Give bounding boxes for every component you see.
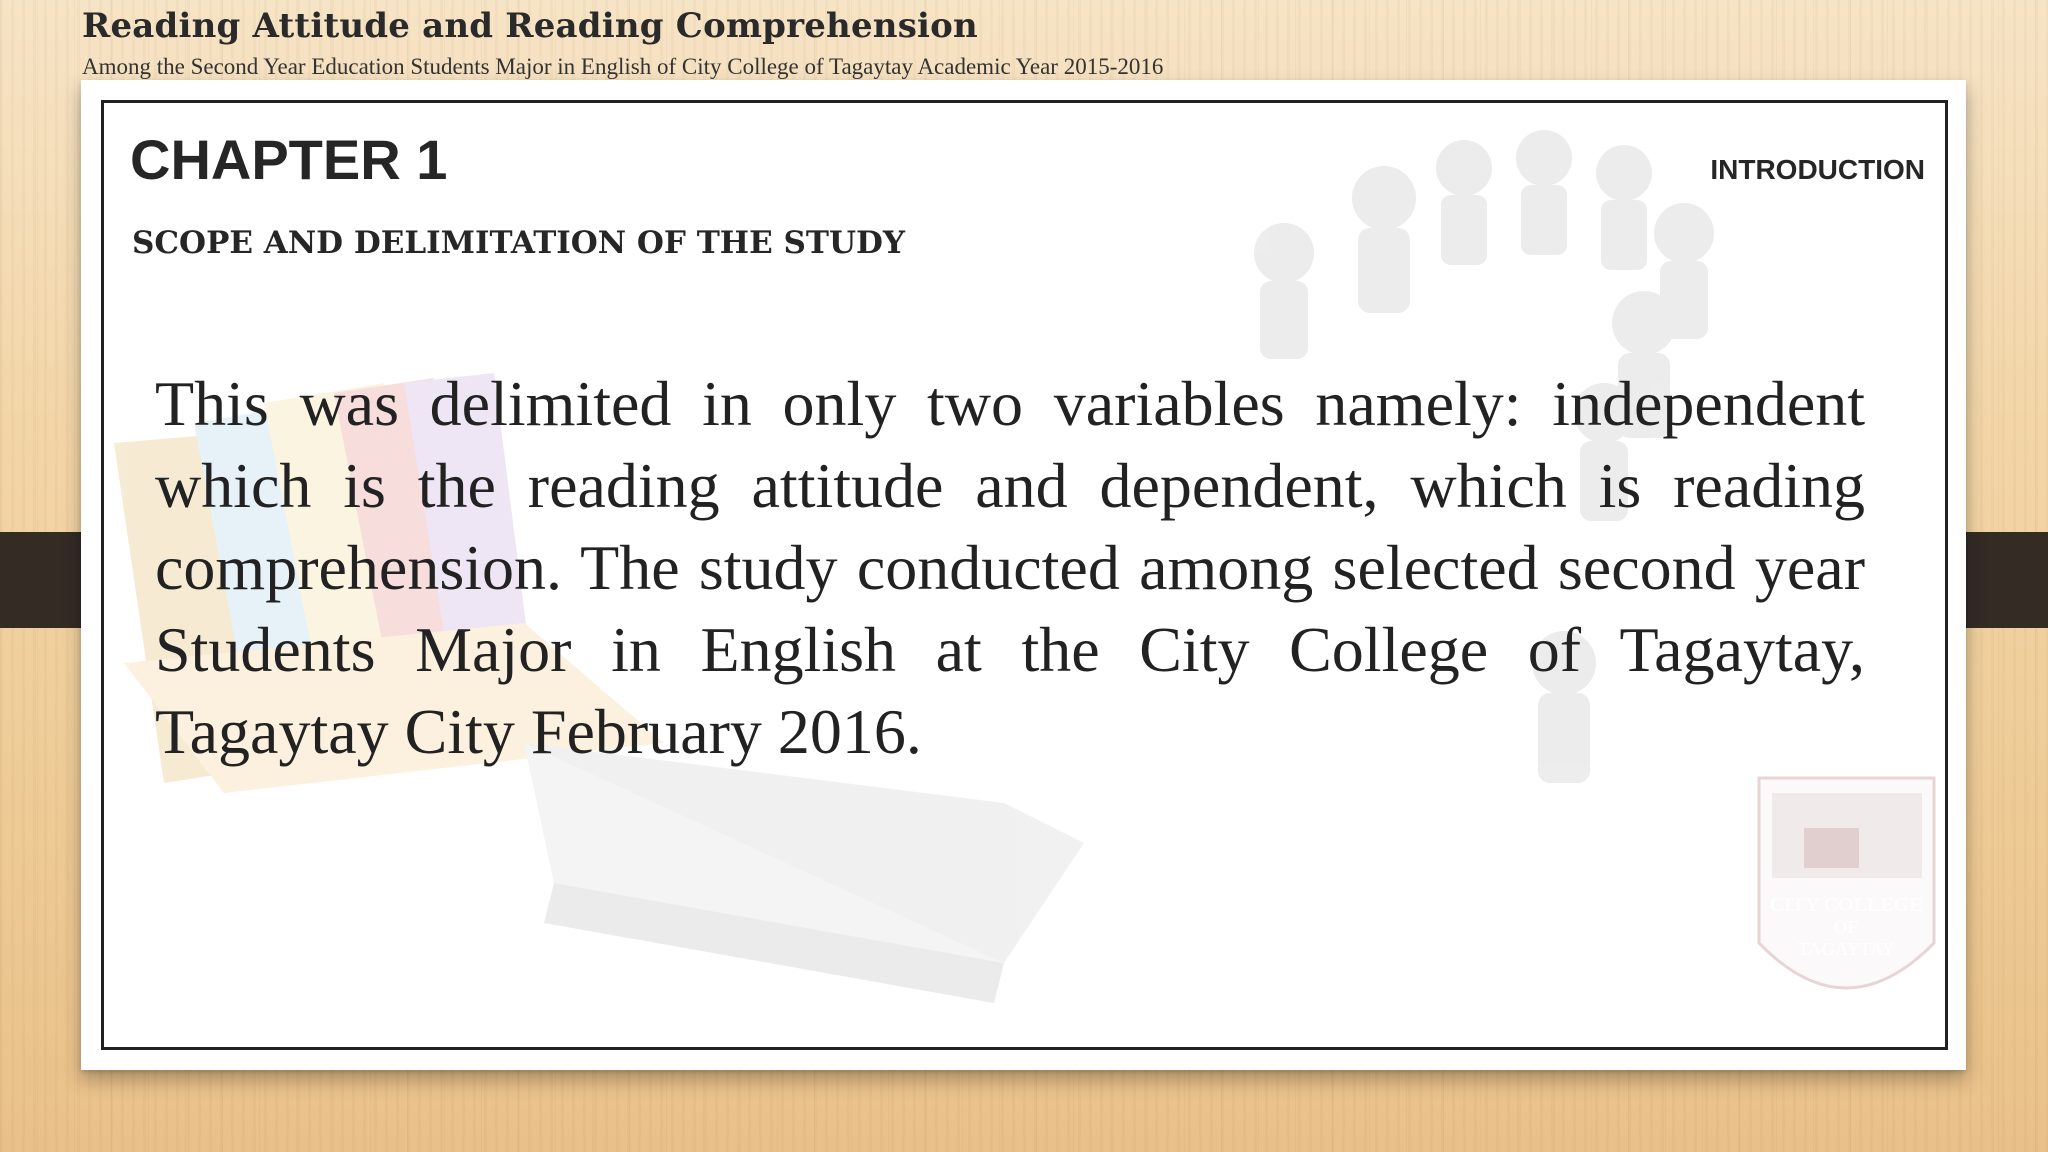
slide-frame <box>101 100 1948 1050</box>
college-seal <box>1759 778 1934 988</box>
slide-card <box>81 80 1966 1070</box>
svg-text:CITY COLLEGE: CITY COLLEGE <box>1769 894 1923 916</box>
svg-text:OF: OF <box>1833 917 1859 937</box>
body-paragraph: This was delimited in only two variables namely: independent which is the reading attitude and dependent, which is reading comprehension. The study conducted among selected second year Students Major in English at the City College of Tagaytay, Tagaytay City February 2016. <box>155 368 1865 767</box>
section-heading: SCOPE AND DELIMITATION OF THE STUDY <box>132 225 906 261</box>
section-label: INTRODUCTION <box>1710 154 1925 185</box>
header-title: Reading Attitude and Reading Comprehension <box>82 6 978 46</box>
chapter-title: CHAPTER 1 <box>130 128 448 191</box>
header-subtitle: Among the Second Year Education Students Major in English of City College of Tagaytay Academic Year 2015-2016 <box>82 54 1164 79</box>
svg-text:TAGAYTAY: TAGAYTAY <box>1797 939 1895 959</box>
